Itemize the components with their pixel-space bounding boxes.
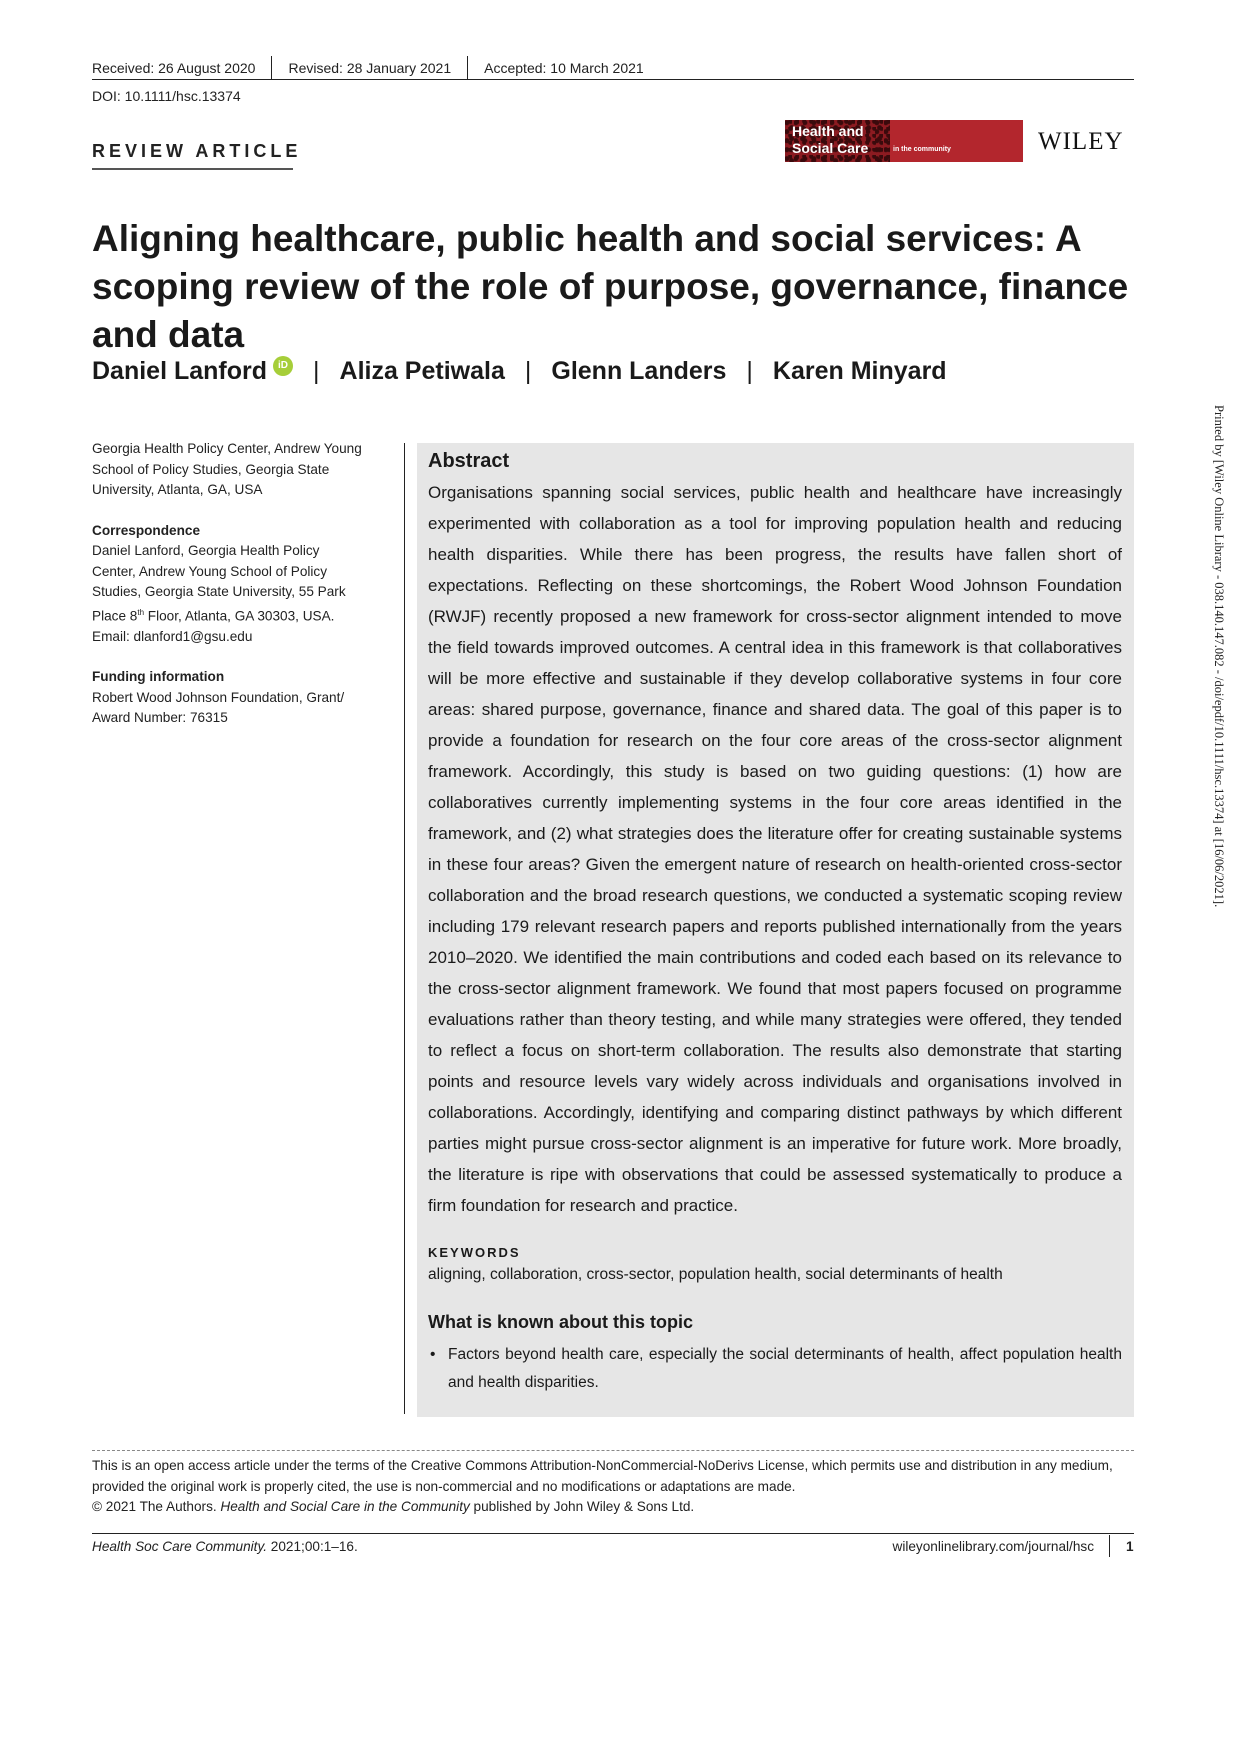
print-watermark: Printed by [Wiley Online Library - 038.140.147.082 - /doi/epdf/10.1111/hsc.13374] at [16/06/2021]. bbox=[1212, 405, 1226, 908]
article-type: REVIEW ARTICLE bbox=[92, 141, 302, 161]
citation-journal: Health Soc Care Community. bbox=[92, 1539, 268, 1554]
license-text: This is an open access article under the terms of the Creative Commons Attribution-NonCommercial-NoDerivs License, which permits use and distribution in any medium, provided the original work is properly cited, the use is non-commercial and no modifications or adaptations are made. bbox=[92, 1458, 1113, 1494]
correspondence-heading: Correspondence bbox=[92, 522, 201, 538]
license-divider bbox=[92, 1450, 1134, 1451]
copyright-journal: Health and Social Care in the Community bbox=[220, 1499, 470, 1514]
author-separator: | bbox=[524, 357, 532, 385]
footer-rule bbox=[92, 1533, 1134, 1534]
article-type-underline bbox=[92, 168, 293, 170]
journal-logo-line3: in the community bbox=[893, 146, 951, 153]
page-number: 1 bbox=[1126, 1539, 1134, 1554]
known-heading: What is known about this topic bbox=[428, 1312, 693, 1332]
journal-logo-line1: Health and bbox=[792, 123, 864, 139]
copyright-b: published by John Wiley & Sons Ltd. bbox=[469, 1499, 695, 1514]
correspondence bbox=[92, 521, 362, 648]
header-rule bbox=[92, 79, 1134, 80]
correspondence-address: Daniel Lanford, Georgia Health Policy Center, Andrew Young School of Policy Studies, Georgia State University, 55 Park Place 8 bbox=[92, 543, 346, 624]
known-bullet-item bbox=[428, 1341, 1122, 1397]
publisher-logo[interactable]: WILEY bbox=[1038, 128, 1124, 155]
keywords: aligning, collaboration, cross-sector, population health, social determinants of health bbox=[428, 1266, 1003, 1283]
column-divider bbox=[404, 443, 405, 1414]
author-name[interactable]: Aliza Petiwala bbox=[339, 357, 505, 385]
known-bullet-text: Factors beyond health care, especially the social determinants of health, affect population health and health disparities. bbox=[448, 1346, 1122, 1391]
correspondence-email[interactable]: Email: dlanford1@gsu.edu bbox=[92, 628, 253, 644]
author-name[interactable]: Karen Minyard bbox=[772, 357, 947, 385]
article-dates bbox=[92, 56, 644, 80]
license-notice bbox=[92, 1456, 1134, 1518]
abstract-heading: Abstract bbox=[428, 450, 510, 472]
author-separator: | bbox=[746, 357, 753, 385]
correspondence-address-cont: Floor, Atlanta, GA 30303, USA. bbox=[144, 608, 335, 624]
journal-logo[interactable] bbox=[785, 120, 1023, 162]
divider bbox=[467, 56, 468, 80]
affiliation: Georgia Health Policy Center, Andrew Young School of Policy Studies, Georgia State University, Atlanta, GA, USA bbox=[92, 441, 362, 497]
keywords-heading: KEYWORDS bbox=[428, 1245, 521, 1260]
abstract-content bbox=[428, 450, 1122, 1397]
footer-divider bbox=[1109, 1535, 1110, 1557]
bullet-icon: • bbox=[430, 1346, 436, 1363]
revised-date: Revised: 28 January 2021 bbox=[288, 60, 452, 76]
citation bbox=[92, 1539, 358, 1554]
copyright-a: © 2021 The Authors. bbox=[92, 1499, 221, 1514]
paper-title: Aligning healthcare, public health and social services: A scoping review of the role of purpose, governance, finance and data bbox=[92, 218, 1129, 355]
divider bbox=[271, 56, 272, 80]
ordinal-suffix: th bbox=[137, 607, 145, 617]
author-info-sidebar bbox=[92, 439, 362, 749]
citation-details: 2021;00:1–16. bbox=[267, 1539, 358, 1554]
journal-url[interactable]: wileyonlinelibrary.com/journal/hsc bbox=[892, 1539, 1094, 1554]
funding-heading: Funding information bbox=[92, 669, 225, 685]
orcid-icon[interactable]: iD bbox=[273, 356, 293, 376]
abstract-text: Organisations spanning social services, public health and healthcare have increasingly experimented with collaboration as a tool for improving population health and reducing health disparities. While there has been progress, the results have fallen short of expectations. Reflecting on these shortcomings, the Robert Wood Johnson Foundation (RWJF) recently proposed a new framework for cross-sector alignment intended to move the field towards improved outcomes. A central idea in this framework is that collaboratives will be more effective and sustainable if they develop collaborative systems in four core areas: shared purpose, governance, finance and shared data. The goal of this paper is to provide a foundation for research on the four core areas of the cross-sector alignment framework. Accordingly, this study is based on two guiding questions: (1) how are collaboratives currently implementing systems in the four core areas identified in the framework, and (2) what strategies does the literature offer for creating sustainable systems in these four areas? Given the emergent nature of research on health-oriented cross-sector collaboration and the broad research questions, we conducted a systematic scoping review including 179 relevant research papers and reports published internationally from the years 2010–2020. We identified the main contributions and coded each based on its relevance to the cross-sector alignment framework. We found that most papers focused on programme evaluations rather than theory testing, and while many strategies were offered, they tended to reflect a focus on short-term collaboration. The results also demonstrate that starting points and resource levels vary widely across individuals and organisations involved in collaborations. Accordingly, identifying and comparing distinct pathways by which different parties might pursue cross-sector alignment is an imperative for future work. More broadly, the literature is ripe with observations that could be assessed systematically to produce a firm foundation for research and practice. bbox=[428, 483, 1122, 1215]
accepted-date: Accepted: 10 March 2021 bbox=[484, 60, 644, 76]
author-name[interactable]: Daniel Lanford bbox=[92, 357, 268, 385]
abstract-box bbox=[417, 443, 1134, 1417]
author-separator: | bbox=[313, 357, 320, 385]
funding-text: Robert Wood Johnson Foundation, Grant/ Award Number: 76315 bbox=[92, 689, 345, 726]
received-date: Received: 26 August 2020 bbox=[92, 60, 256, 76]
funding bbox=[92, 667, 362, 729]
author-list bbox=[92, 357, 947, 386]
journal-logo-line2: Social Care bbox=[792, 140, 869, 156]
doi[interactable]: DOI: 10.1111/hsc.13374 bbox=[92, 88, 241, 104]
author-name[interactable]: Glenn Landers bbox=[551, 357, 727, 385]
